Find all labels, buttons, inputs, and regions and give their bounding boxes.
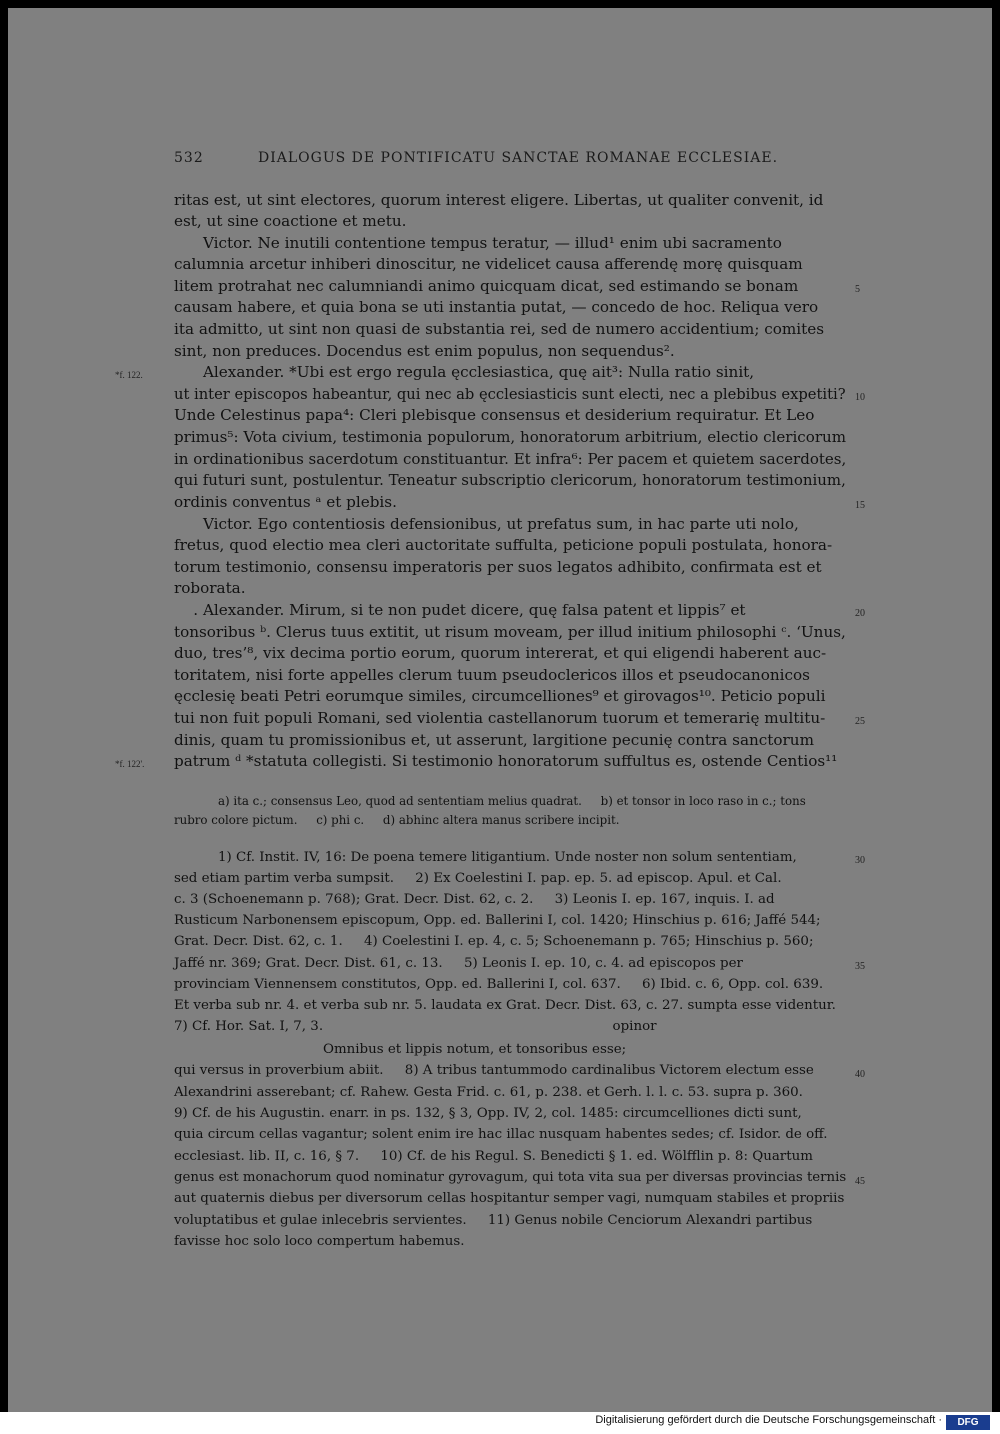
footnote-line: Rusticum Narbonensem episcopum, Opp. ed. Ballerini I, col. 1420; Hinschius p. 616; Jaffé 544; xyxy=(174,913,821,928)
footnote-line: aut quaternis diebus per diversorum cellas hospitantur semper vagi, numquam stabiles et propriis xyxy=(174,1191,845,1206)
main-text-line: fretus, quod electio mea cleri auctoritate suffulta, peticione populi postulata, honora- xyxy=(174,536,833,554)
main-text-line: ita admitto, ut sint non quasi de substantia rei, sed de numero accidentium; comites xyxy=(174,320,825,338)
main-text-line: dinis, quam tu promissionibus et, ut asserunt, largitione pecunię contra sanctorum xyxy=(174,731,814,749)
footnote-line: genus est monachorum quod nominatur gyrovagum, qui tota vita sua per diversas provincias ternis xyxy=(174,1170,847,1185)
footnote-line: 1) Cf. Instit. IV, 16: De poena temere litigantium. Unde noster non solum sententiam, xyxy=(218,850,797,865)
main-text-line: duo, tres’⁸, vix decima portio eorum, quorum intererat, et qui eligendi haberent auc- xyxy=(174,644,827,662)
footnote-line: favisse hoc solo loco compertum habemus. xyxy=(174,1234,465,1249)
apparatus-line: a) ita c.; consensus Leo, quod ad sententiam melius quadrat. b) et tonsor in loco raso in c.; tons xyxy=(218,794,806,808)
footnote-line: c. 3 (Schoenemann p. 768); Grat. Decr. Dist. 62, c. 2. 3) Leonis I. ep. 167, inquis. I. ad xyxy=(174,892,775,907)
line-number: 40 xyxy=(855,1069,865,1080)
main-text-line: . Alexander. Mirum, si te non pudet dicere, quę falsa patent et lippis⁷ et xyxy=(174,601,746,619)
main-text-line: torum testimonio, consensu imperatoris per suos legatos adhibito, confirmata est et xyxy=(174,558,822,576)
line-number: 10 xyxy=(855,392,865,403)
apparatus-line: rubro colore pictum. c) phi c. d) abhinc altera manus scribere incipit. xyxy=(174,813,620,827)
footnote-line: voluptatibus et gulae inlecebris servientes. 11) Genus nobile Cenciorum Alexandri partibus xyxy=(174,1213,813,1228)
line-number: 5 xyxy=(855,284,860,295)
main-text-line: tui non fuit populi Romani, sed violentia castellanorum tuorum et temerarię multitu- xyxy=(174,709,826,727)
footnote-line: Et verba sub nr. 4. et verba sub nr. 5. laudata ex Grat. Decr. Dist. 63, c. 27. sumpta esse videntur. xyxy=(174,998,836,1013)
dfg-logo: DFG xyxy=(946,1415,990,1430)
line-number: 30 xyxy=(855,855,865,866)
funding-bar xyxy=(0,1412,1000,1434)
line-number: 15 xyxy=(855,500,865,511)
main-text-line: roborata. xyxy=(174,579,246,597)
main-text-line: calumnia arcetur inhiberi dinoscitur, ne videlicet causa afferendę morę quisquam xyxy=(174,255,803,273)
main-text-line: primus⁵: Vota civium, testimonia populorum, honoratorum arbitrium, electio clericorum xyxy=(174,428,847,446)
line-number: 45 xyxy=(855,1176,865,1187)
footnote-line: provinciam Viennensem constitutos, Opp. ed. Ballerini I, col. 637. 6) Ibid. c. 6, Opp. col. 639. xyxy=(174,977,824,992)
running-title: DIALOGUS DE PONTIFICATU SANCTAE ROMANAE ECCLESIAE. xyxy=(258,150,779,166)
line-number: 25 xyxy=(855,716,865,727)
main-text-line: Alexander. *Ubi est ergo regula ęcclesiastica, quę ait³: Nulla ratio sinit, xyxy=(174,363,755,381)
line-number: 35 xyxy=(855,961,865,972)
footnote-line: 7) Cf. Hor. Sat. I, 7, 3. opinor xyxy=(174,1019,657,1034)
main-text-line: sint, non preduces. Docendus est enim populus, non sequendus². xyxy=(174,342,675,360)
main-text-line: Victor. Ne inutili contentione tempus teratur, — illud¹ enim ubi sacramento xyxy=(174,234,782,252)
main-text-line: ritas est, ut sint electores, quorum interest eligere. Libertas, ut qualiter convenit, id xyxy=(174,191,824,209)
main-text-line: patrum ᵈ *statuta collegisti. Si testimonio honoratorum suffultus es, ostende Centios¹¹ xyxy=(174,752,838,770)
footnote-line: Jaffé nr. 369; Grat. Decr. Dist. 61, c. 13. 5) Leonis I. ep. 10, c. 4. ad episcopos per xyxy=(174,956,743,971)
footnote-line: 9) Cf. de his Augustin. enarr. in ps. 132, § 3, Opp. IV, 2, col. 1485: circumcelliones dicti sunt, xyxy=(174,1106,802,1121)
line-number: 20 xyxy=(855,608,865,619)
margin-folio-note: *f. 122'. xyxy=(115,759,145,769)
main-text-line: est, ut sine coactione et metu. xyxy=(174,212,407,230)
main-text-line: Victor. Ego contentiosis defensionibus, ut prefatus sum, in hac parte uti nolo, xyxy=(174,515,799,533)
footnote-line: Alexandrini asserebant; cf. Rahew. Gesta Frid. c. 61, p. 238. et Gerh. l. l. c. 53. supra p. 360. xyxy=(174,1085,803,1100)
main-text-line: ęcclesię beati Petri eorumque similes, circumcelliones⁹ et girovagos¹⁰. Peticio populi xyxy=(174,687,826,705)
main-text-line: qui futuri sunt, postulentur. Teneatur subscriptio clericorum, honoratorum testimonium, xyxy=(174,471,846,489)
main-text-line: Unde Celestinus papa⁴: Cleri plebisque consensus et desiderium requiratur. Et Leo xyxy=(174,406,815,424)
footnote-line: Omnibus et lippis notum, et tonsoribus esse; xyxy=(174,1042,627,1057)
main-text-line: tonsoribus ᵇ. Clerus tuus extitit, ut risum moveam, per illud initium philosophi ᶜ. ‘Unus, xyxy=(174,623,846,641)
funding-notice: Digitalisierung gefördert durch die Deutsche Forschungsgemeinschaft · xyxy=(595,1414,942,1426)
page-number: 532 xyxy=(174,150,204,166)
main-text-line: ordinis conventus ᵃ et plebis. xyxy=(174,493,397,511)
main-text-line: in ordinationibus sacerdotum constituantur. Et infra⁶: Per pacem et quietem sacerdotes, xyxy=(174,450,847,468)
main-text-line: ut inter episcopos habeantur, qui nec ab ęcclesiasticis sunt electi, nec a plebibus expetiti? xyxy=(174,385,846,403)
main-text-line: litem protrahat nec calumniandi animo quicquam dicat, sed estimando se bonam xyxy=(174,277,799,295)
main-text-line: causam habere, et quia bona se uti instantia putat, — concedo de hoc. Reliqua vero xyxy=(174,298,819,316)
footnote-line: ecclesiast. lib. II, c. 16, § 7. 10) Cf. de his Regul. S. Benedicti § 1. ed. Wölfflin p. 8: Quartum xyxy=(174,1149,813,1164)
footnote-line: sed etiam partim verba sumpsit. 2) Ex Coelestini I. pap. ep. 5. ad episcop. Apul. et Cal. xyxy=(174,871,782,886)
footnote-line: Grat. Decr. Dist. 62, c. 1. 4) Coelestini I. ep. 4, c. 5; Schoenemann p. 765; Hinschius p. 560; xyxy=(174,934,814,949)
margin-folio-note: *f. 122. xyxy=(115,370,143,380)
footnote-line: qui versus in proverbium abiit. 8) A tribus tantummodo cardinalibus Victorem electum esse xyxy=(174,1063,814,1078)
main-text-line: toritatem, nisi forte appelles clerum tuum pseudoclericos illos et pseudocanonicos xyxy=(174,666,810,684)
footnote-line: quia circum cellas vagantur; solent enim ire hac illac nusquam habentes sedes; cf. Isidor. de off. xyxy=(174,1127,828,1142)
